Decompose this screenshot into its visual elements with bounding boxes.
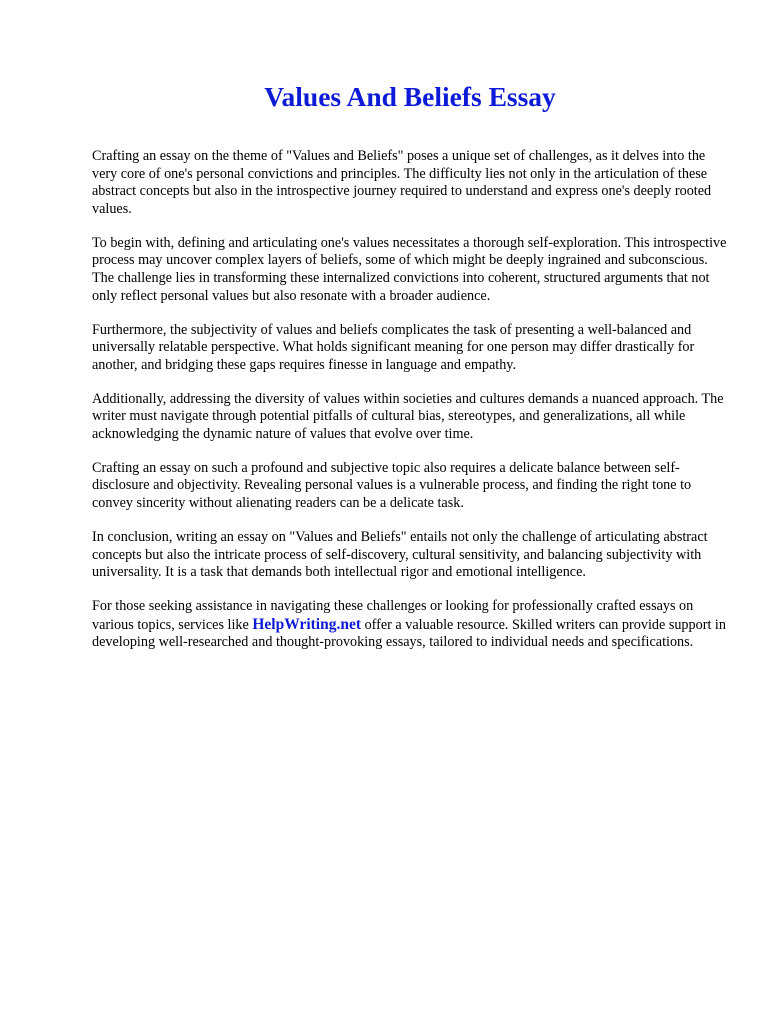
paragraph-7-after-link: offer a valuable resource. Skilled writers can provide support in developing well-researched and thought-provoking essays, tailored to individual needs and specifications. [92, 616, 726, 651]
helpwriting-link[interactable]: HelpWriting.net [252, 615, 362, 633]
paragraph-3: Furthermore, the subjectivity of values and beliefs complicates the task of presenting a well-balanced and universally relatable perspective. What holds significant meaning for one person may differ drastically for another, and bridging these gaps requires finesse in language and empathy. [92, 321, 695, 373]
paragraph-2: To begin with, defining and articulating one's values necessitates a thorough self-exploration. This introspective process may uncover complex layers of beliefs, some of which might be deeply ingrained and subconscious. The challenge lies in transforming these internalized convictions into coherent, structured arguments that not only reflect personal values but also resonate with a broader audience. [92, 234, 727, 304]
paragraph-1: Crafting an essay on the theme of "Values and Beliefs" poses a unique set of challenges, as it delves into the very core of one's personal convictions and principles. The difficulty lies not only in the articulation of these abstract concepts but also in the introspective journey required to understand and express one's deeply rooted values. [92, 148, 712, 217]
paragraph-5: Crafting an essay on such a profound and subjective topic also requires a delicate balance between self-disclosure and objectivity. Revealing personal values is a vulnerable process, and finding the right tone to convey sincerity without alienating readers can be a delicate task. [92, 459, 692, 512]
paragraph-7-before-link: For those seeking assistance in navigating these challenges or looking for professionally crafted essays on various topics, services like [92, 598, 694, 633]
paragraph-4: Additionally, addressing the diversity of values within societies and cultures demands a nuanced approach. The writer must navigate through potential pitfalls of cultural bias, stereotypes, and generalizations, all while acknowledging the dynamic nature of values that evolve over time. [92, 390, 724, 442]
paragraph-7 [92, 598, 728, 652]
essay-body [92, 148, 728, 668]
document-title: Values And Beliefs Essay [264, 81, 556, 112]
paragraph-6: In conclusion, writing an essay on "Values and Beliefs" entails not only the challenge of articulating abstract concepts but also the intricate process of self-discovery, cultural sensitivity, and balancing subjectivity with universality. It is a task that demands both intellectual rigor and emotional intelligence. [92, 529, 708, 581]
